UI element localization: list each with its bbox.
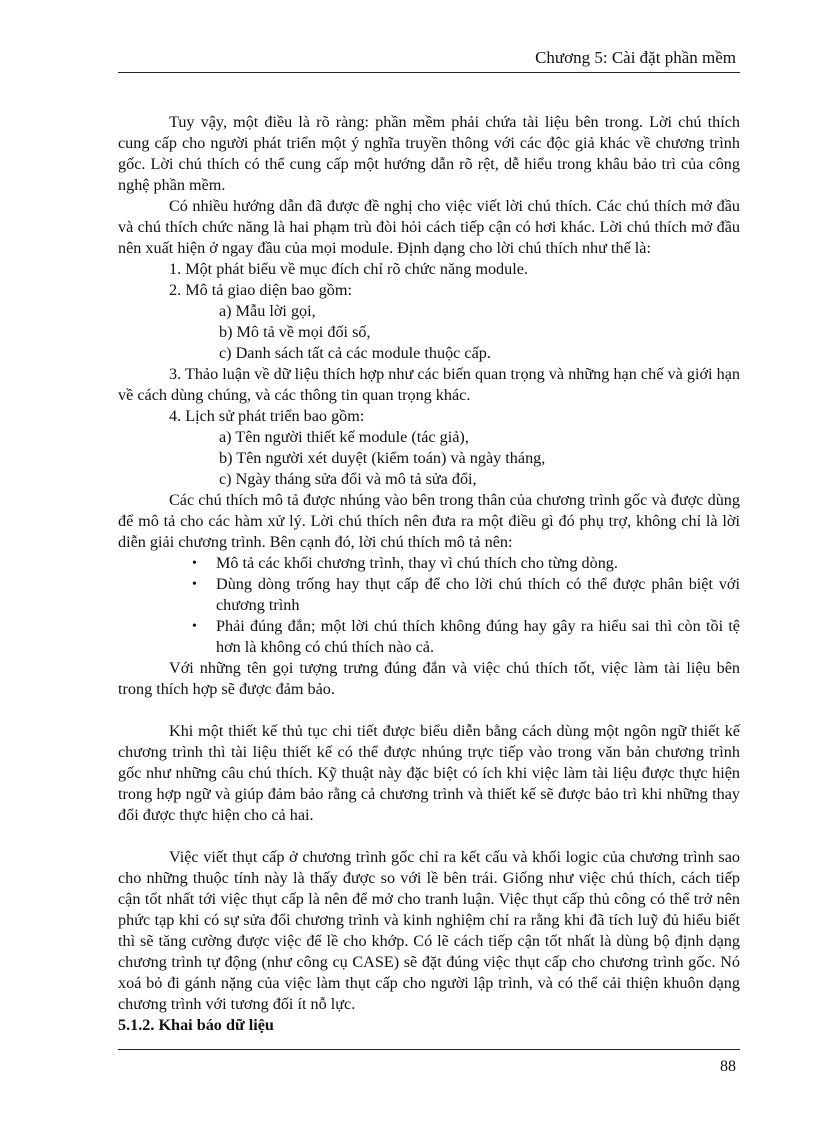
paragraph: Các chú thích mô tả được nhúng vào bên trong thân của chương trình gốc và được dùng để mô tả cho các hàm xử lý. Lời chú thích nên đưa ra một điều gì đó phụ trợ, không chỉ là lời diễn giải chương trình. Bên cạnh đó, lời chú thích mô tả nên:: [118, 491, 740, 551]
bullet-icon: •: [192, 619, 197, 634]
sub-list-item: c) Ngày tháng sửa đổi và mô tả sửa đổi,: [219, 470, 477, 488]
list-item: 2. Mô tả giao diện bao gồm:: [169, 281, 352, 299]
footer-rule: [118, 1049, 740, 1050]
bullet-icon: •: [192, 577, 197, 592]
list-item: 1. Một phát biểu về mục đích chỉ rõ chức năng module.: [169, 260, 528, 278]
bullet-item: • Dùng dòng trống hay thụt cấp để cho lời chú thích có thể được phân biệt với chương trình: [192, 575, 740, 614]
section-heading: 5.1.2. Khai báo dữ liệu: [118, 1016, 274, 1034]
list-item: 3. Thảo luận về dữ liệu thích hợp như các biến quan trọng và những hạn chế và giới hạn về cách dùng chúng, và các thông tin quan trọng khác.: [118, 365, 740, 404]
list-item: 4. Lịch sử phát triển bao gồm:: [169, 407, 365, 425]
paragraph: Khi một thiết kế thủ tục chi tiết được biểu diễn bằng cách dùng một ngôn ngữ thiết kế chương trình thì tài liệu thiết kế có thể được nhúng trực tiếp vào trong văn bản chương trình gốc như những câu chú thích. Kỹ thuật này đặc biệt có ích khi việc làm tài liệu được thực hiện trong hợp ngữ và giúp đảm bảo rằng cả chương trình và thiết kế sẽ được bảo trì khi những thay đổi được thực hiện cho cả hai.: [118, 722, 740, 824]
bullet-list: [118, 553, 740, 658]
sub-list-item: c) Danh sách tất cả các module thuộc cấp.: [219, 344, 491, 362]
sub-list-item: a) Tên người thiết kế module (tác giả),: [219, 428, 469, 446]
bullet-item: • Phải đúng đắn; một lời chú thích không đúng hay gây ra hiểu sai thì còn tồi tệ hơn là không có chú thích nào cả.: [192, 617, 740, 656]
header-rule: [118, 72, 740, 73]
sub-list-item: a) Mẫu lời gọi,: [219, 302, 316, 320]
sub-list-item: b) Mô tả về mọi đối số,: [219, 323, 371, 341]
sub-list-item: b) Tên người xét duyệt (kiểm toán) và ngày tháng,: [219, 449, 546, 467]
paragraph: Có nhiều hướng dẫn đã được đề nghị cho việc viết lời chú thích. Các chú thích mở đầu và chú thích chức năng là hai phạm trù đòi hỏi cách tiếp cận có hơi khác. Lời chú thích mở đầu nên xuất hiện ở ngay đầu của mọi module. Định dạng cho lời chú thích như thế là:: [118, 197, 740, 257]
bullet-icon: •: [192, 556, 197, 571]
paragraph: Tuy vậy, một điều là rõ ràng: phần mềm phải chứa tài liệu bên trong. Lời chú thích cung cấp cho người phát triển một ý nghĩa truyền thông với các độc giả khác về chương trình gốc. Lời chú thích có thể cung cấp một hướng dẫn rõ rệt, dễ hiểu trong khâu bảo trì của công nghệ phần mềm.: [118, 113, 740, 194]
chapter-header: Chương 5: Cài đặt phần mềm: [535, 48, 736, 67]
page-number: 88: [720, 1058, 736, 1075]
page-body: [118, 112, 740, 1036]
paragraph: Việc viết thụt cấp ở chương trình gốc chỉ ra kết cấu và khối logic của chương trình sao cho những thuộc tính này là thấy được so với lề bên trái. Giống như việc chú thích, cách tiếp cận tốt nhất tới việc thụt cấp là nên để mở cho tranh luận. Việc thụt cấp thủ công có thể trở nên phức tạp khi có sự sửa đổi chương trình và kinh nghiệm chỉ ra rằng khi đã tích luỹ đủ hiểu biết thì sẽ tăng cường được việc để lề cho khớp. Có lẽ cách tiếp cận tốt nhất là dùng bộ định dạng chương trình tự động (như công cụ CASE) sẽ đặt đúng việc thụt cấp cho chương trình gốc. Nó xoá bỏ đi gánh nặng của việc làm thụt cấp cho người lập trình, và có thể cải thiện khuôn dạng chương trình với tương đối ít nỗ lực.: [118, 848, 740, 1013]
paragraph: Với những tên gọi tượng trưng đúng đắn và việc chú thích tốt, việc làm tài liệu bên trong thích hợp sẽ được đảm bảo.: [118, 659, 740, 698]
bullet-item: • Mô tả các khối chương trình, thay vì chú thích cho từng dòng.: [192, 554, 618, 572]
